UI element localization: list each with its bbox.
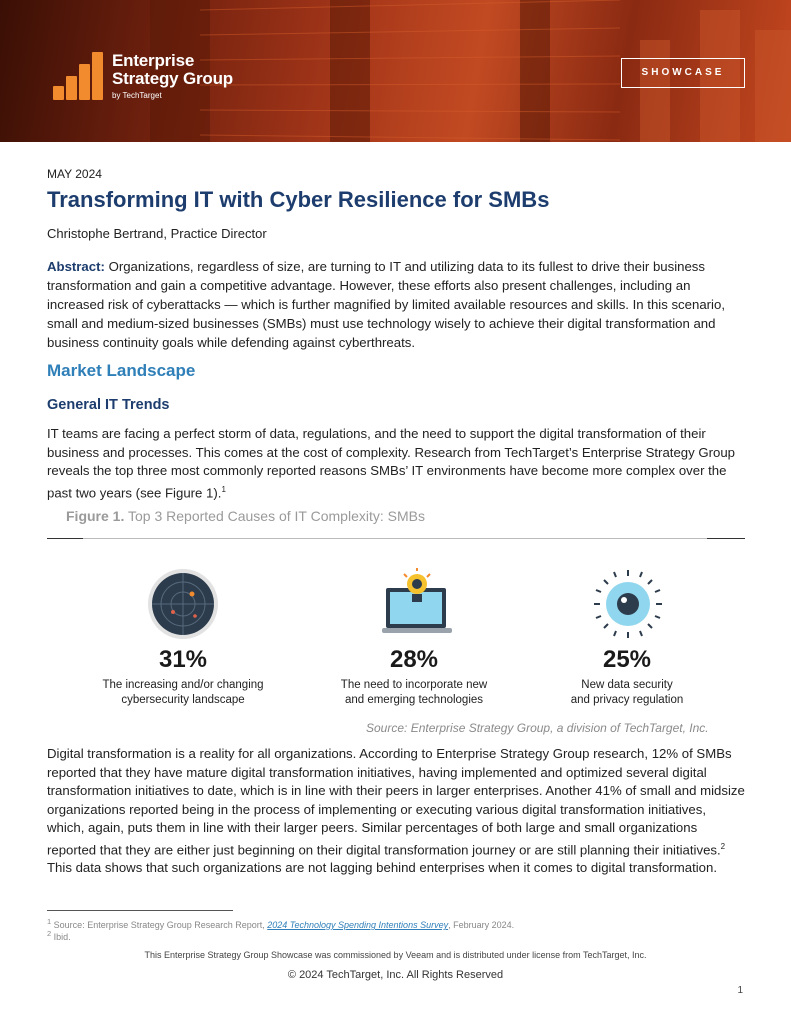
paragraph-2-text: Digital transformation is a reality for all organizations. According to Enterprise Strategy Group research, 12% of SMBs reported that they have mature digital transformation initiatives, having implemented and optimized several digital transformation initiatives to date, which is in line with their peers in larger enterprises. Another 41% of small and midsize organizations reported being in the process of implementing or executing various digital transformation initiatives, which, again, puts them in line with their larger peers. Similar percentages of both large and small organizations reported that they are either just beginning on their digital transformation journey or are still planning their initiatives. bbox=[47, 746, 745, 857]
paragraph-1 bbox=[47, 425, 747, 502]
footnote-2 bbox=[47, 929, 71, 942]
header-banner bbox=[0, 0, 791, 142]
license-note: This Enterprise Strategy Group Showcase was commissioned by Veeam and is distributed under license from TechTarget, Inc. bbox=[144, 950, 647, 960]
showcase-badge: SHOWCASE bbox=[621, 58, 745, 88]
paragraph-2-tail: This data shows that such organizations are not lagging behind enterprises when it comes to digital transformation. bbox=[47, 860, 718, 876]
footnote-ref-2: 2 bbox=[720, 841, 726, 851]
laptop-lightbulb-icon bbox=[380, 568, 454, 640]
esg-logo-icon bbox=[53, 52, 103, 100]
stat-desc-3-line2: and privacy regulation bbox=[570, 694, 684, 706]
figure-rule-right bbox=[707, 538, 745, 539]
logo-line2: Strategy Group bbox=[112, 69, 233, 88]
abstract-label: Abstract: bbox=[47, 259, 105, 274]
abstract-text: Organizations, regardless of size, are turning to IT and utilizing data to its fullest to drive their business transformation and gain a competitive advantage. However, these efforts also present challenges, including an increased risk of cyberattacks — which is further magnified by limited available resources and skills. In this scenario, small and medium-sized businesses (SMBs) must use technology wisely to achieve their digital transformation and business continuity goals while defending against cyberthreats. bbox=[47, 259, 725, 350]
author-line: Christophe Bertrand, Practice Director bbox=[47, 226, 267, 241]
page-title: Transforming IT with Cyber Resilience for SMBs bbox=[47, 187, 550, 212]
figure-caption bbox=[66, 508, 425, 524]
stat-item-3 bbox=[527, 646, 727, 708]
footnote-ref-1: 1 bbox=[221, 484, 226, 494]
stat-desc-3 bbox=[527, 678, 727, 708]
logo-line1: Enterprise bbox=[112, 51, 195, 70]
paragraph-2 bbox=[47, 745, 747, 878]
stat-item-1 bbox=[83, 646, 283, 708]
footnote-1-tail: , February 2024. bbox=[448, 920, 515, 930]
figure-rule bbox=[83, 538, 707, 539]
survey-report-link[interactable]: 2024 Technology Spending Intentions Survey bbox=[267, 920, 449, 930]
figure-title: Top 3 Reported Causes of IT Complexity: SMBs bbox=[124, 508, 425, 524]
stat-desc-2-line2: and emerging technologies bbox=[344, 694, 484, 706]
stat-desc-2-line1: The need to incorporate new bbox=[340, 679, 488, 691]
stat-percent-3: 25% bbox=[602, 646, 652, 673]
stat-percent-2: 28% bbox=[389, 646, 439, 673]
stat-desc-1-line2: cybersecurity landscape bbox=[121, 694, 245, 706]
copyright: © 2024 TechTarget, Inc. All Rights Reserved bbox=[287, 969, 504, 981]
subsection-heading: General IT Trends bbox=[47, 397, 170, 413]
footnote-2-text: Ibid. bbox=[51, 932, 71, 942]
logo-byline: by TechTarget bbox=[112, 91, 162, 100]
publication-date: MAY 2024 bbox=[47, 167, 102, 181]
stat-desc-3-line1: New data security bbox=[581, 679, 673, 691]
stat-desc-1 bbox=[83, 678, 283, 708]
footnote-divider bbox=[47, 910, 233, 911]
footnote-2-number: 2 bbox=[47, 929, 52, 938]
footnote-1-text: Source: Enterprise Strategy Group Research Report, bbox=[51, 920, 268, 930]
stat-desc-2 bbox=[314, 678, 514, 708]
radar-icon bbox=[147, 568, 219, 640]
eye-icon bbox=[592, 568, 664, 640]
abstract bbox=[47, 257, 747, 352]
section-heading: Market Landscape bbox=[47, 361, 196, 380]
page-number: 1 bbox=[737, 985, 743, 996]
footnote-1-number: 1 bbox=[47, 917, 52, 926]
stat-item-2 bbox=[314, 646, 514, 708]
paragraph-1-text: IT teams are facing a perfect storm of data, regulations, and the need to support the digital transformation of their business and processes. This comes at the cost of complexity. Research from TechTarget’s Enterprise Strategy Group reveals the top three most commonly reported reasons SMBs’ IT environments have become more complex over the past two years (see Figure 1). bbox=[47, 426, 736, 500]
figure-source: Source: Enterprise Strategy Group, a division of TechTarget, Inc. bbox=[366, 721, 709, 735]
esg-logo-text bbox=[112, 52, 233, 100]
stat-percent-1: 31% bbox=[158, 646, 208, 673]
footnote-1 bbox=[47, 917, 514, 930]
stat-desc-1-line1: The increasing and/or changing bbox=[102, 679, 264, 691]
figure-label: Figure 1. bbox=[66, 508, 125, 524]
figure-rule-left bbox=[47, 538, 83, 539]
